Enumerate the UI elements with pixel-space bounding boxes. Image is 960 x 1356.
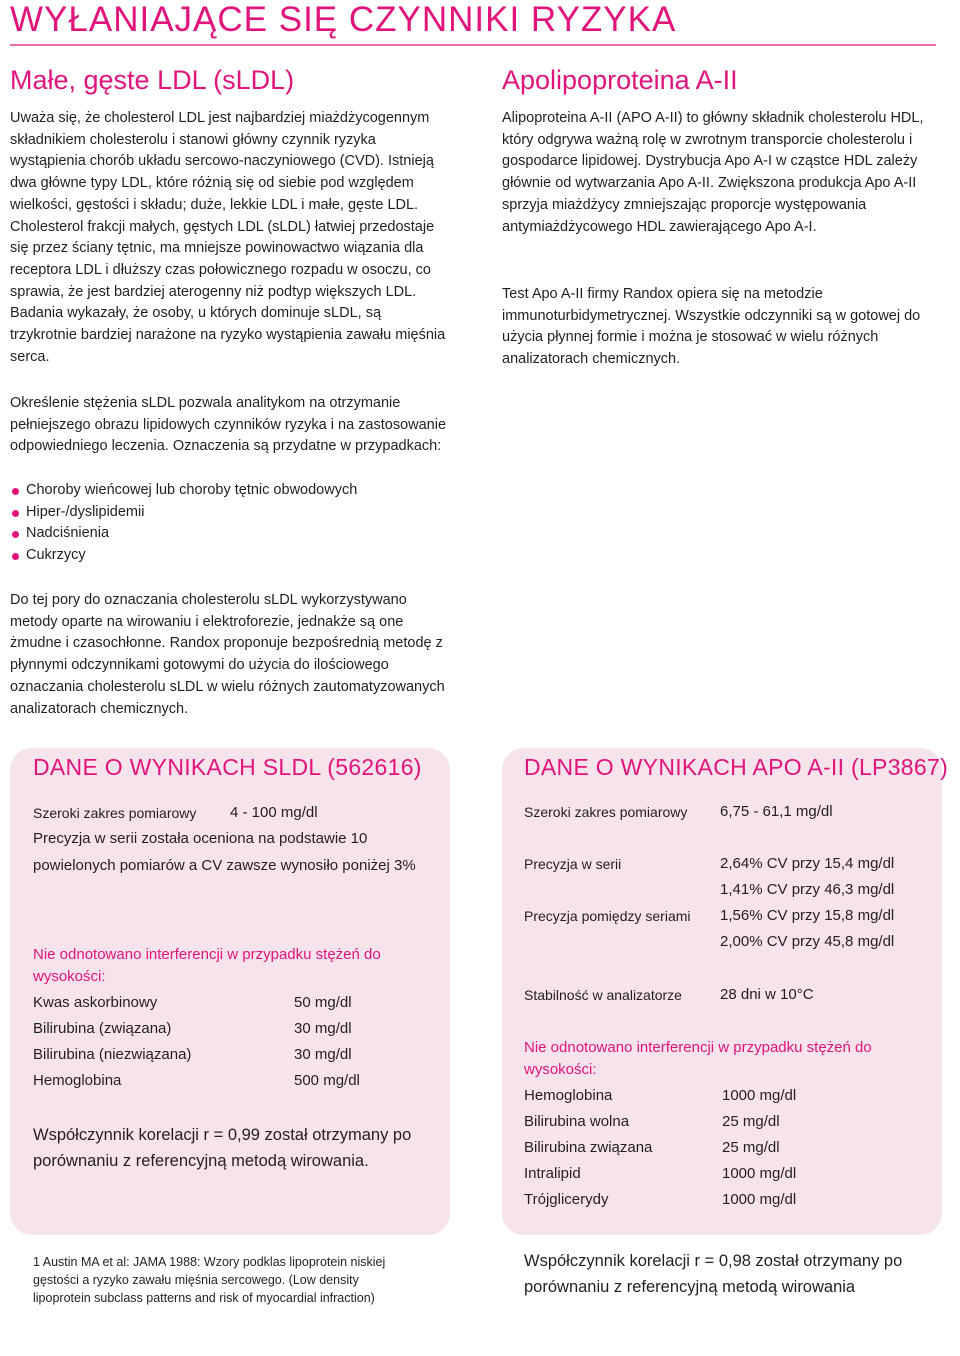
apo-interference-name: Trójglicerydy (524, 1191, 609, 1208)
apo-range-label: Szeroki zakres pomiarowy (524, 804, 688, 820)
apo-stability-value: 28 dni w 10°C (720, 986, 814, 1003)
apo-intro-paragraph: Alipoproteina A-II (APO A-II) to główny składnik cholesterolu HDL, który odgrywa ważną rolę w zwrotnym transporcie cholesterolu i gospodarce lipidowej. Dystrybucja Apo A-I w cząstce HDL zależy głównie od wytwarzania Apo A-II. Zwiększona produkcja Apo A-II sprzyja miażdżycy zmniejszając proporcje występowania antymiażdżycowego HDL zawierającego Apo A-I. (502, 110, 924, 235)
sldl-interference-value: 500 mg/dl (294, 1072, 360, 1089)
sldl-precision-line-1: Precyzja w serii została oceniona na podstawie 10 (33, 830, 368, 847)
sldl-interference-name: Kwas askorbinowy (33, 994, 158, 1011)
bullet-icon (12, 531, 19, 538)
sldl-interference-name: Bilirubina (niezwiązana) (33, 1046, 192, 1063)
apo-range-value: 6,75 - 61,1 mg/dl (720, 803, 833, 820)
list-item-label: Nadciśnienia (26, 525, 110, 542)
list-item (10, 545, 450, 567)
apo-correlation-text: Współczynnik korelacji r = 0,98 został otrzymany po porównaniu z referencyjną metodą wirowania (524, 1252, 903, 1296)
apo-interference-name: Hemoglobina (524, 1087, 613, 1104)
page-title: WYŁANIAJĄCE SIĘ CZYNNIKI RYZYKA (10, 0, 677, 39)
apo-interference-heading: Nie odnotowano interferencji w przypadku stężeń do wysokości: (524, 1039, 872, 1078)
list-item-label: Hiper-/dyslipidemii (26, 503, 145, 520)
apo-interference-name: Bilirubina wolna (524, 1113, 630, 1130)
apo-heading: Apolipoproteina A-II (502, 65, 738, 95)
sldl-correlation-text: Współczynnik korelacji r = 0,99 został otrzymany po porównaniu z referencyjną metodą wirowania. (33, 1126, 412, 1170)
apo-between-run-value: 2,00% CV przy 45,8 mg/dl (720, 933, 895, 950)
apo-interference-name: Intralipid (524, 1165, 581, 1182)
apo-between-run-label: Precyzja pomiędzy seriami (524, 908, 691, 924)
list-item (10, 480, 450, 502)
sldl-usage-paragraph: Określenie stężenia sLDL pozwala analitykom na otrzymanie pełniejszego obrazu lipidowych czynników ryzyka i na zastosowanie odpowiedniego leczenia. Oznaczenia są przydatne w przypadkach: (10, 395, 447, 455)
sldl-interference-heading: Nie odnotowano interferencji w przypadku stężeń do wysokości: (33, 946, 381, 985)
apo-interference-value: 1000 mg/dl (722, 1165, 797, 1182)
sldl-interference-value: 30 mg/dl (294, 1046, 352, 1063)
bullet-icon (12, 488, 19, 495)
apo-within-run-value: 1,41% CV przy 46,3 mg/dl (720, 881, 895, 898)
apo-within-run-value: 2,64% CV przy 15,4 mg/dl (720, 855, 895, 872)
sldl-results-title: DANE O WYNIKACH SLDL (562616) (33, 754, 422, 780)
apo-stability-label: Stabilność w analizatorze (524, 987, 682, 1003)
list-item (10, 523, 450, 545)
sldl-heading: Małe, gęste LDL (sLDL) (10, 65, 295, 95)
footnote: 1 Austin MA et al: JAMA 1988: Wzory podklas lipoprotein niskiej gęstości a ryzyko zawału mięśnia sercowego. (Low density lipoprotein subclass patterns and risk of myocardial infraction) (33, 1255, 386, 1305)
bullet-icon (12, 553, 19, 560)
sldl-interference-value: 30 mg/dl (294, 1020, 352, 1037)
bullet-icon (12, 510, 19, 517)
title-divider (10, 44, 936, 46)
indication-list (10, 480, 450, 567)
apo-interference-value: 1000 mg/dl (722, 1191, 797, 1208)
apo-interference-value: 25 mg/dl (722, 1113, 780, 1130)
sldl-interference-name: Hemoglobina (33, 1072, 122, 1089)
apo-method-paragraph: Test Apo A-II firmy Randox opiera się na metodzie immunoturbidymetrycznej. Wszystkie odczynniki są w gotowej do użycia płynnej formie i można je stosować w wielu różnych analizatorach chemicznych. (502, 286, 921, 368)
list-item-label: Choroby wieńcowej lub choroby tętnic obwodowych (26, 482, 358, 498)
list-item-label: Cukrzycy (26, 547, 86, 564)
sldl-range-value: 4 - 100 mg/dl (230, 804, 318, 821)
sldl-interference-name: Bilirubina (związana) (33, 1020, 172, 1037)
apo-results-title: DANE O WYNIKACH APO A-II (LP3867) (524, 754, 949, 780)
apo-interference-value: 1000 mg/dl (722, 1087, 797, 1104)
apo-within-run-label: Precyzja w serii (524, 856, 622, 872)
sldl-precision-line-2: powielonych pomiarów a CV zawsze wynosiło poniżej 3% (33, 857, 416, 874)
apo-interference-name: Bilirubina związana (524, 1139, 653, 1156)
sldl-method-paragraph: Do tej pory do oznaczania cholesterolu sLDL wykorzystywano metody oparte na wirowaniu i elektroforezie, jednakże są one żmudne i czasochłonne. Randox proponuje bezpośrednią metodę z płynnymi odczynnikami gotowymi do użycia do ilościowego oznaczania cholesterolu sLDL w wielu różnych zautomatyzowanych analizatorach chemicznych. (10, 592, 445, 717)
list-item (10, 502, 450, 524)
sldl-range-label: Szeroki zakres pomiarowy (33, 805, 197, 821)
sldl-intro-paragraph: Uważa się, że cholesterol LDL jest najbardziej miażdżycogennym składnikiem cholesterolu i stanowi główny czynnik ryzyka wystąpienia chorób układu sercowo-naczyniowego (CVD). Istnieją dwa główne typy LDL, które różnią się od siebie pod względem wielkości, gęstości i składu; duże, lekkie LDL i małe, gęste LDL. Cholesterol frakcji małych, gęstych LDL (sLDL) łatwiej przedostaje się przez ściany tętnic, ma mniejsze powinowactwo wiązania dla receptora LDL i dłuższy czas połowicznego rozpadu w osoczu, co sprawia, że jest bardziej aterogenny niż podtyp większych LDL. Badania wykazały, że osoby, u których dominuje sLDL, są trzykrotnie bardziej narażone na ryzyko wystąpienia zawału mięśnia serca. (10, 110, 446, 365)
apo-interference-value: 25 mg/dl (722, 1139, 780, 1156)
sldl-interference-value: 50 mg/dl (294, 994, 352, 1011)
apo-between-run-value: 1,56% CV przy 15,8 mg/dl (720, 907, 895, 924)
